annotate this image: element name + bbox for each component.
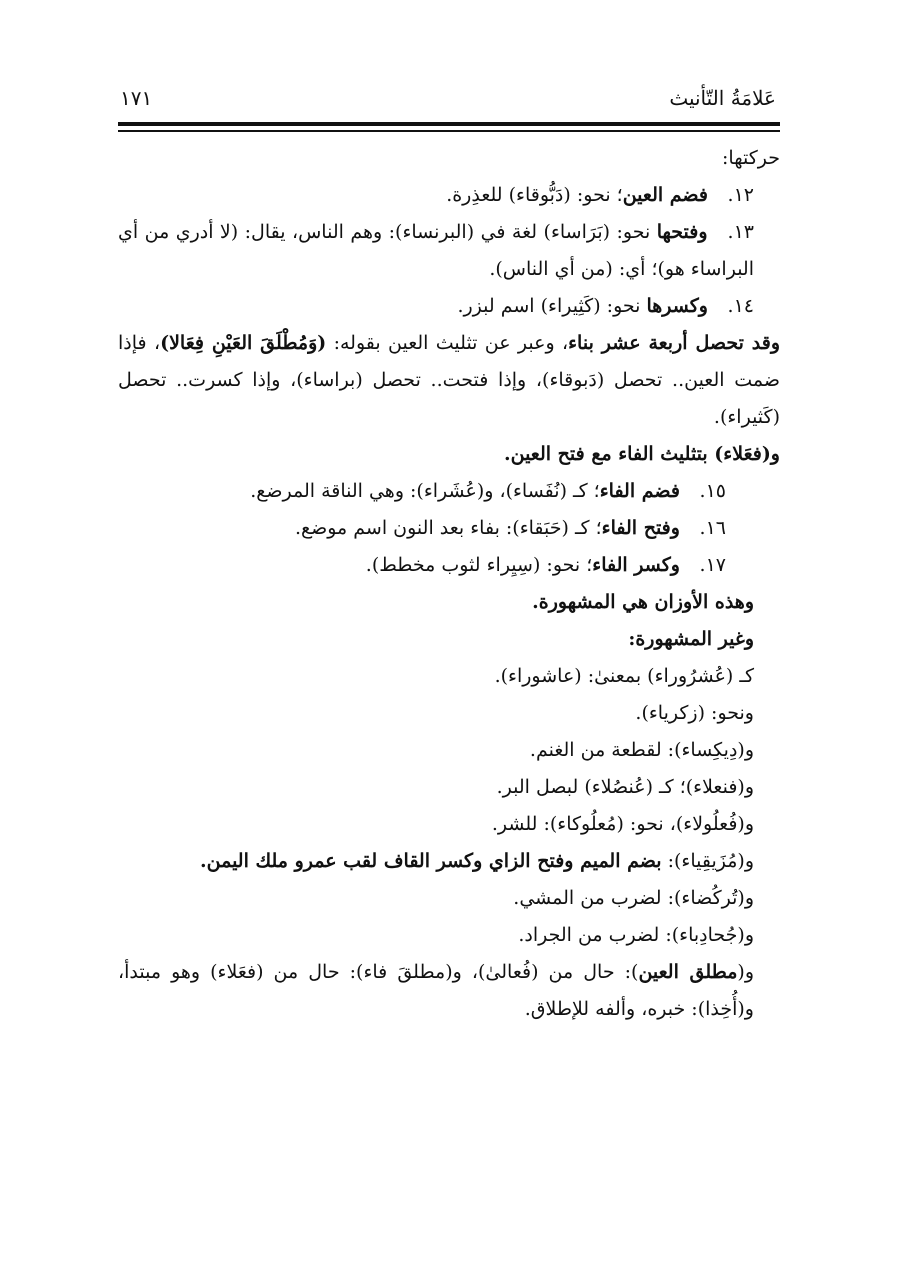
page-body — [118, 140, 780, 1028]
bold-heading: وغير المشهورة: — [628, 628, 754, 650]
item-number: ١٥. — [699, 480, 726, 502]
bold-term: فضم الفاء — [599, 480, 680, 502]
paragraph — [118, 917, 780, 954]
line-text: ؛ كـ (حَبَقاء): بفاء بعد النون اسم موضع. — [294, 517, 602, 539]
header-rule-thick — [118, 122, 780, 126]
paragraph — [118, 954, 780, 1028]
paragraph — [118, 732, 780, 769]
bold-term: وكسر الفاء — [592, 554, 680, 576]
page-number: ١٧١ — [120, 86, 153, 110]
list-item — [118, 214, 780, 288]
paragraph — [118, 769, 780, 806]
paragraph — [118, 140, 780, 177]
line-text: كـ (عُشرُوراء) بمعنىٰ: (عاشوراء). — [494, 665, 754, 687]
line-text: و(جُحادِباء): لضرب من الجراد. — [518, 924, 754, 946]
line-text: و(فُعلُولاء)، نحو: (مُعلُوكاء): للشر. — [491, 813, 754, 835]
header-rule-thin — [118, 130, 780, 132]
list-item — [118, 510, 780, 547]
item-number: ١٤. — [727, 295, 754, 317]
line-text: ): حال من (فُعالىٰ)، و(مطلقَ فاء): حال من (فعَلاء) وهو مبتدأ، و(أُخِذا): خبره، وألفه للإطلاق. — [118, 961, 754, 1020]
line-text: ونحو: (زكرياء). — [635, 702, 754, 724]
bold-term: بضم الميم وفتح الزاي وكسر القاف لقب عمرو ملك اليمن. — [200, 850, 662, 872]
page-header — [118, 82, 778, 118]
item-number: ١٢. — [727, 184, 754, 206]
bold-heading: وهذه الأوزان هي المشهورة. — [532, 591, 754, 613]
paragraph — [118, 695, 780, 732]
bold-term: وكسرها — [646, 295, 708, 317]
paragraph — [118, 806, 780, 843]
line-text: ، فإذا ضمت العين.. تحصل (دَبوقاء)، وإذا فتحت.. تحصل (براساء)، وإذا كسرت.. تحصل (كَثيراء). — [118, 332, 780, 428]
paragraph — [118, 658, 780, 695]
bold-heading: و(فعَلاء) بتثليث الفاء مع فتح العين. — [503, 443, 780, 465]
running-title: عَلامَةُ التّأنيث — [669, 86, 776, 110]
line-text: ؛ كـ (نُفَساء)، و(عُشَراء): وهي الناقة المرضع. — [250, 480, 600, 502]
bold-term: مطلق العين — [638, 961, 738, 983]
paragraph — [118, 325, 780, 436]
line-text: و(مُزَيقِياء): — [661, 850, 754, 872]
list-item — [118, 288, 780, 325]
paragraph — [118, 436, 780, 473]
paragraph — [118, 843, 780, 880]
paragraph — [118, 584, 780, 621]
list-item — [118, 177, 780, 214]
line-text: و(دِيكِساء): لقطعة من الغنم. — [529, 739, 754, 761]
list-item — [118, 547, 780, 584]
bold-term: فضم العين — [622, 184, 708, 206]
line-text: نحو: (كَثِيراء) اسم لبزر. — [457, 295, 647, 317]
item-number: ١٦. — [699, 517, 726, 539]
bold-term: وقد تحصل أربعة عشر بناء — [568, 332, 781, 354]
line-text: نحو: (بَرَاساء) لغة في (البرنساء): وهم الناس، يقال: (لا أدري من أي البراساء هو)؛ أي: (من أي الناس). — [118, 221, 754, 280]
item-number: ١٣. — [727, 221, 754, 243]
bold-term: وفتح الفاء — [601, 517, 680, 539]
line-text: و(تُركُضاء): لضرب من المشي. — [513, 887, 754, 909]
line-text: ، وعبر عن تثليث العين بقوله: — [326, 332, 569, 354]
line-text: و(فنعلاء)؛ كـ (عُنصُلاء) لبصل البر. — [496, 776, 754, 798]
line-text: ؛ نحو: (سِيِراء لثوب مخطط). — [365, 554, 593, 576]
line-text: ؛ نحو: (دَبُّوقاء) للعذِرة. — [446, 184, 623, 206]
list-item — [118, 473, 780, 510]
item-number: ١٧. — [699, 554, 726, 576]
bold-term: وفتحها — [656, 221, 708, 243]
line-text: حركتها: — [722, 147, 780, 169]
bold-quote: (وَمُطْلَقَ العَيْنِ فِعَالا) — [160, 332, 327, 354]
paragraph — [118, 880, 780, 917]
paragraph — [118, 621, 780, 658]
line-text: و( — [737, 961, 754, 983]
